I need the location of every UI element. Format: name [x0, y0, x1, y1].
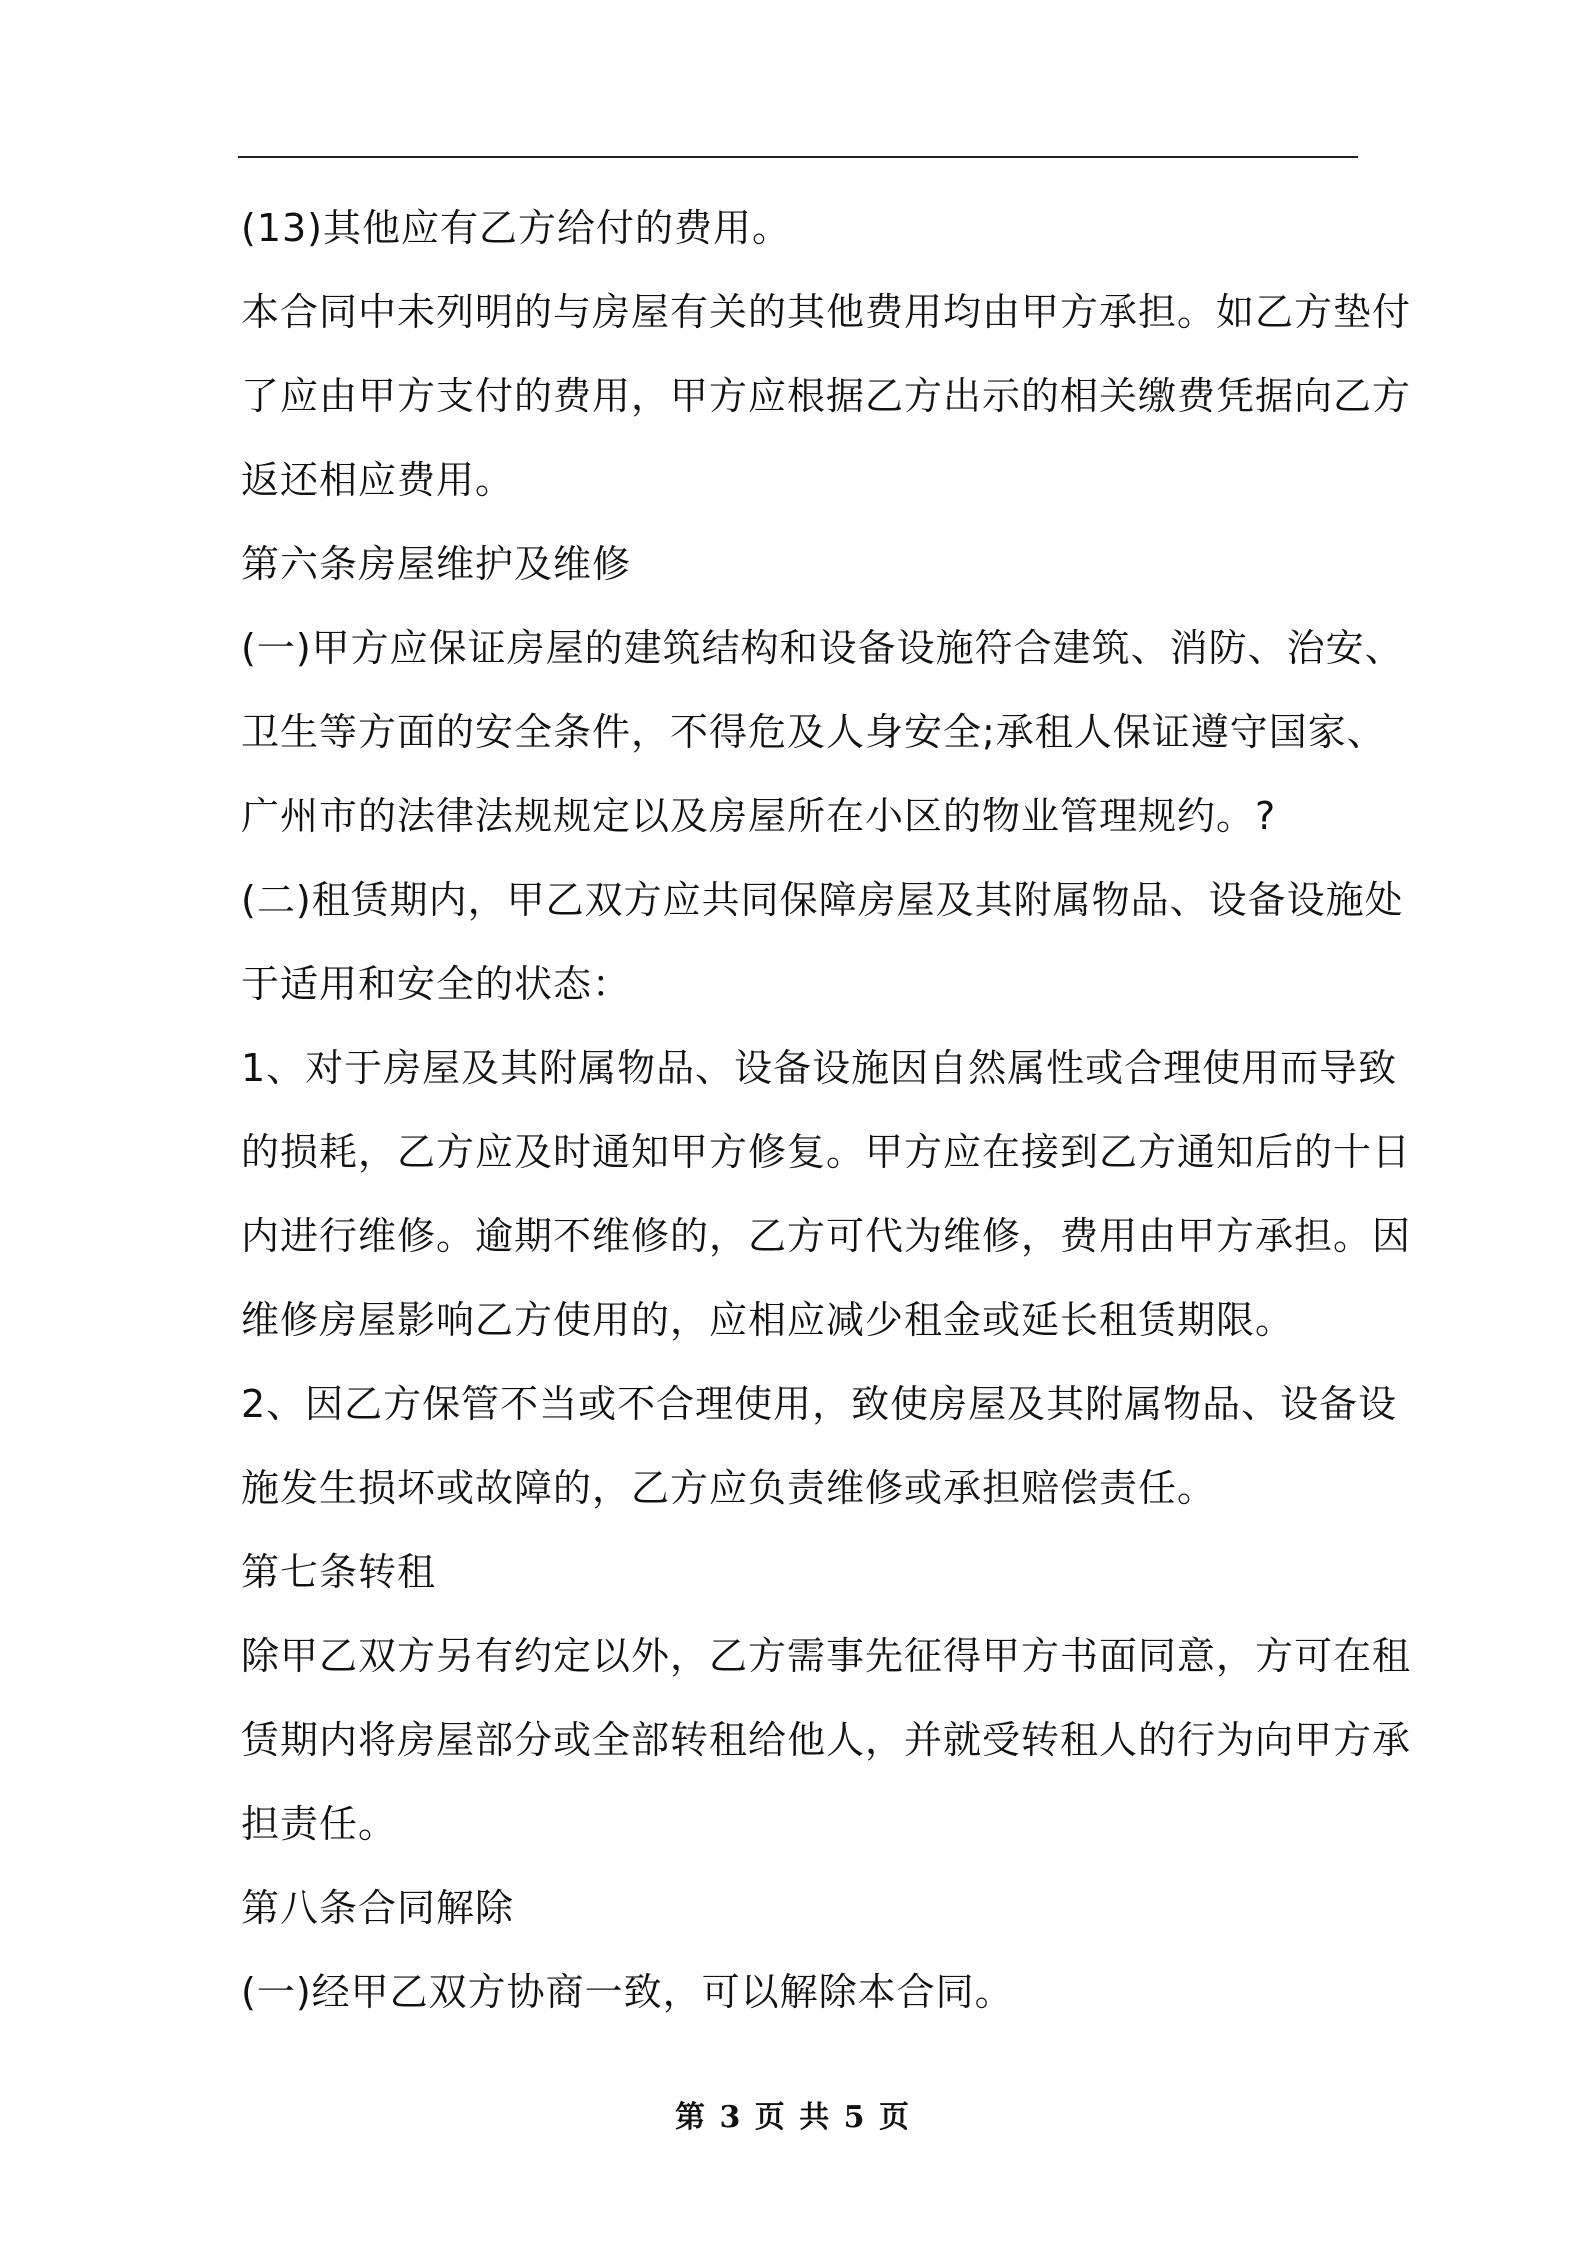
text-line: 施发生损坏或故障的，乙方应负责维修或承担赔偿责任。: [241, 1466, 1217, 1510]
text-line: 赁期内将房屋部分或全部转租给他人，并就受转租人的行为向甲方承: [241, 1718, 1412, 1762]
text-line: (一)甲方应保证房屋的建筑结构和设备设施符合建筑、消防、治安、: [241, 626, 1404, 670]
text-line: 内进行维修。逾期不维修的，乙方可代为维修，费用由甲方承担。因: [241, 1214, 1412, 1258]
page-number: 第 3 页 共 5 页: [675, 2100, 911, 2135]
document-body: [241, 186, 1412, 2034]
text-line: 1、对于房屋及其附属物品、设备设施因自然属性或合理使用而导致: [241, 1046, 1398, 1090]
text-line: 广州市的法律法规规定以及房屋所在小区的物业管理规约。?: [241, 794, 1277, 838]
section-heading: 第八条合同解除: [241, 1886, 515, 1930]
section-heading: 第六条房屋维护及维修: [241, 542, 632, 586]
text-line: (13)其他应有乙方给付的费用。: [241, 206, 792, 250]
text-line: 的损耗，乙方应及时通知甲方修复。甲方应在接到乙方通知后的十日: [241, 1130, 1412, 1174]
text-line: 卫生等方面的安全条件，不得危及人身安全;承租人保证遵守国家、: [241, 710, 1386, 754]
section-heading: 第七条转租: [241, 1550, 437, 1594]
text-line: 于适用和安全的状态：: [241, 962, 632, 1006]
text-line: 除甲乙双方另有约定以外，乙方需事先征得甲方书面同意，方可在租: [241, 1634, 1412, 1678]
text-line: 返还相应费用。: [241, 458, 515, 502]
text-line: 了应由甲方支付的费用，甲方应根据乙方出示的相关缴费凭据向乙方: [241, 374, 1412, 418]
header-rule: [238, 156, 1358, 158]
text-line: 维修房屋影响乙方使用的，应相应减少租金或延长租赁期限。: [241, 1298, 1295, 1342]
text-line: 本合同中未列明的与房屋有关的其他费用均由甲方承担。如乙方垫付: [241, 290, 1412, 334]
text-line: (二)租赁期内，甲乙双方应共同保障房屋及其附属物品、设备设施处: [241, 878, 1404, 922]
text-line: (一)经甲乙双方协商一致，可以解除本合同。: [241, 1970, 1014, 2014]
text-line: 担责任。: [241, 1802, 398, 1846]
text-line: 2、因乙方保管不当或不合理使用，致使房屋及其附属物品、设备设: [241, 1382, 1398, 1426]
